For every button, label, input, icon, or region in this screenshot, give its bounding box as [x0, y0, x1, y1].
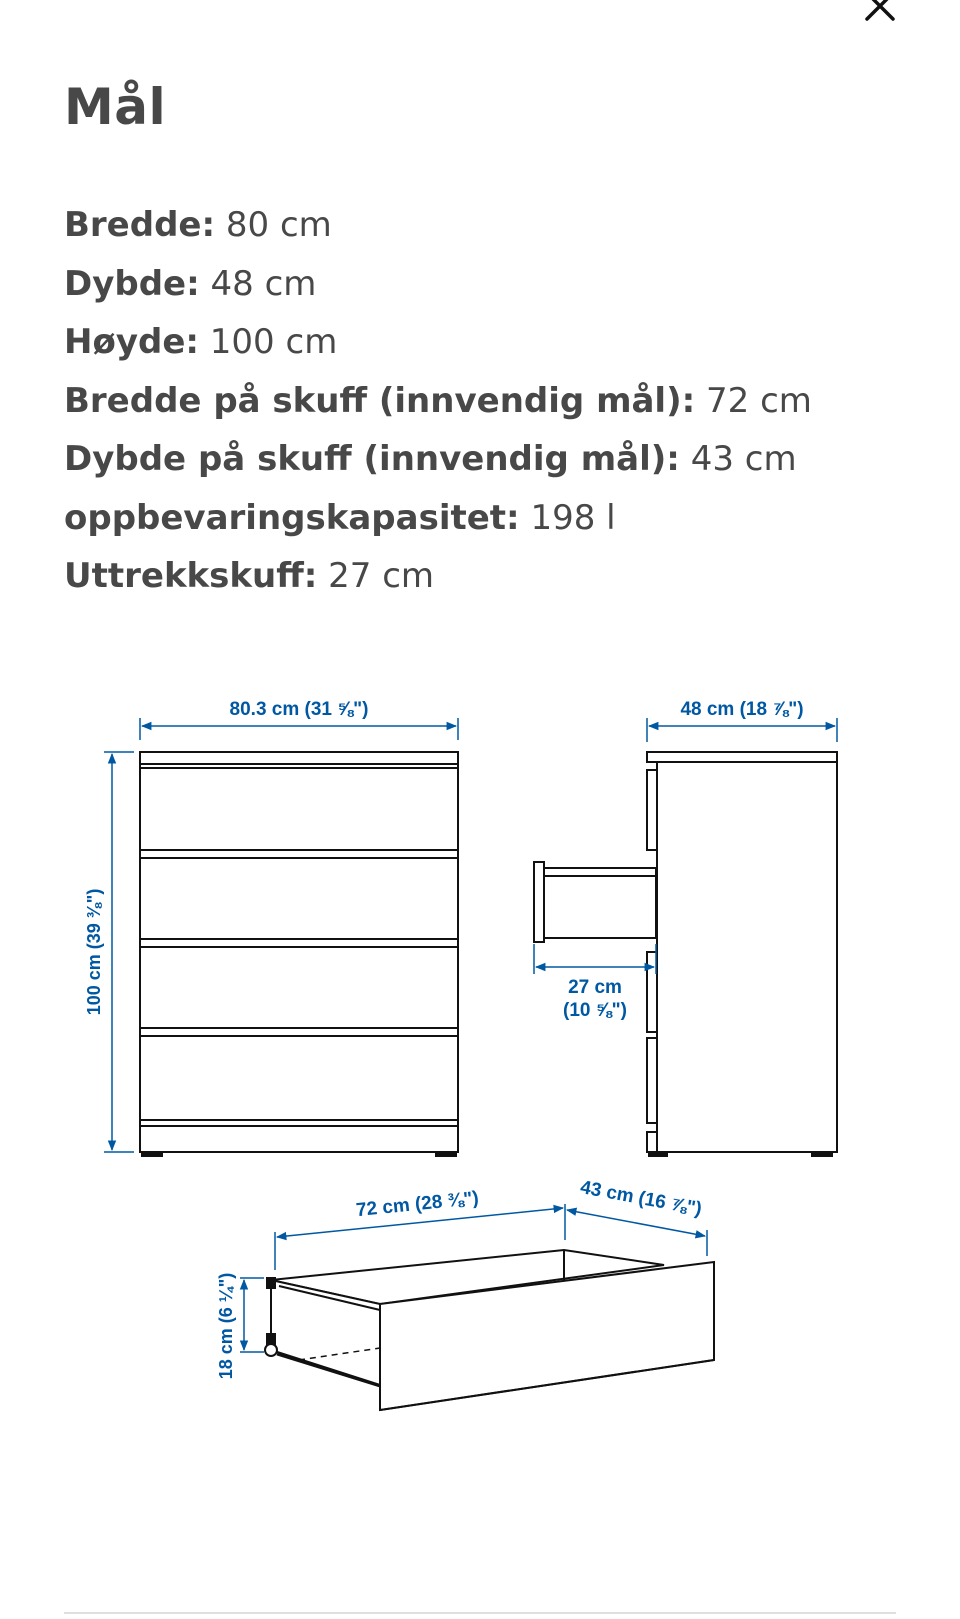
- spec-value: 100 cm: [209, 322, 338, 362]
- spec-label: Dybde:: [64, 263, 200, 304]
- drawer-height-dimension: [216, 1273, 264, 1380]
- spec-height: [64, 319, 812, 378]
- close-icon: [863, 0, 897, 23]
- spec-value: 27 cm: [328, 556, 435, 596]
- spec-storage-capacity: [64, 495, 812, 554]
- spec-width: [64, 202, 812, 261]
- drawer-depth-dimension: [567, 1177, 707, 1256]
- front-width-dimension: [140, 699, 458, 740]
- spec-label: oppbevaringskapasitet:: [64, 497, 520, 538]
- drawer-depth-label: 43 cm (16 ⅞"): [578, 1177, 704, 1221]
- spec-label: Høyde:: [64, 322, 199, 362]
- spec-value: 198 l: [530, 497, 616, 538]
- drawer-view: [265, 1250, 714, 1410]
- spec-depth: [64, 261, 812, 320]
- spec-label: Dybde på skuff (innvendig mål):: [64, 439, 680, 479]
- front-height-dimension: [84, 752, 134, 1152]
- spec-list: [64, 202, 812, 612]
- spec-label: Bredde på skuff (innvendig mål):: [64, 380, 696, 421]
- drawer-height-label: 18 cm (6 ¼"): [216, 1272, 236, 1380]
- spec-label: Bredde:: [64, 205, 216, 245]
- spec-label: Uttrekkskuff:: [64, 556, 318, 596]
- close-button[interactable]: [860, 0, 900, 26]
- spec-value: 43 cm: [690, 439, 797, 479]
- side-view: [534, 752, 837, 1156]
- extension-dimension: [534, 944, 656, 1021]
- spec-value: 72 cm: [706, 380, 812, 421]
- extension-cm-label: 27 cm: [568, 977, 622, 998]
- page-title: Mål: [64, 78, 167, 136]
- front-view: [140, 752, 458, 1156]
- drawer-width-label: 72 cm (28 ⅜"): [355, 1187, 480, 1222]
- spec-drawer-extension: [64, 553, 812, 612]
- spec-drawer-width: [64, 378, 812, 437]
- spec-value: 80 cm: [225, 205, 332, 245]
- side-depth-label: 48 cm (18 ⅞"): [680, 699, 804, 720]
- dimension-illustration: [64, 680, 896, 1488]
- side-depth-dimension: [647, 699, 837, 742]
- bottom-divider: [64, 1612, 896, 1614]
- spec-drawer-depth: [64, 436, 812, 495]
- extension-in-label: (10 ⅝"): [563, 1000, 627, 1021]
- spec-value: 48 cm: [210, 263, 317, 304]
- front-height-label: 100 cm (39 ⅜"): [84, 888, 104, 1016]
- front-width-label: 80.3 cm (31 ⅝"): [229, 699, 369, 720]
